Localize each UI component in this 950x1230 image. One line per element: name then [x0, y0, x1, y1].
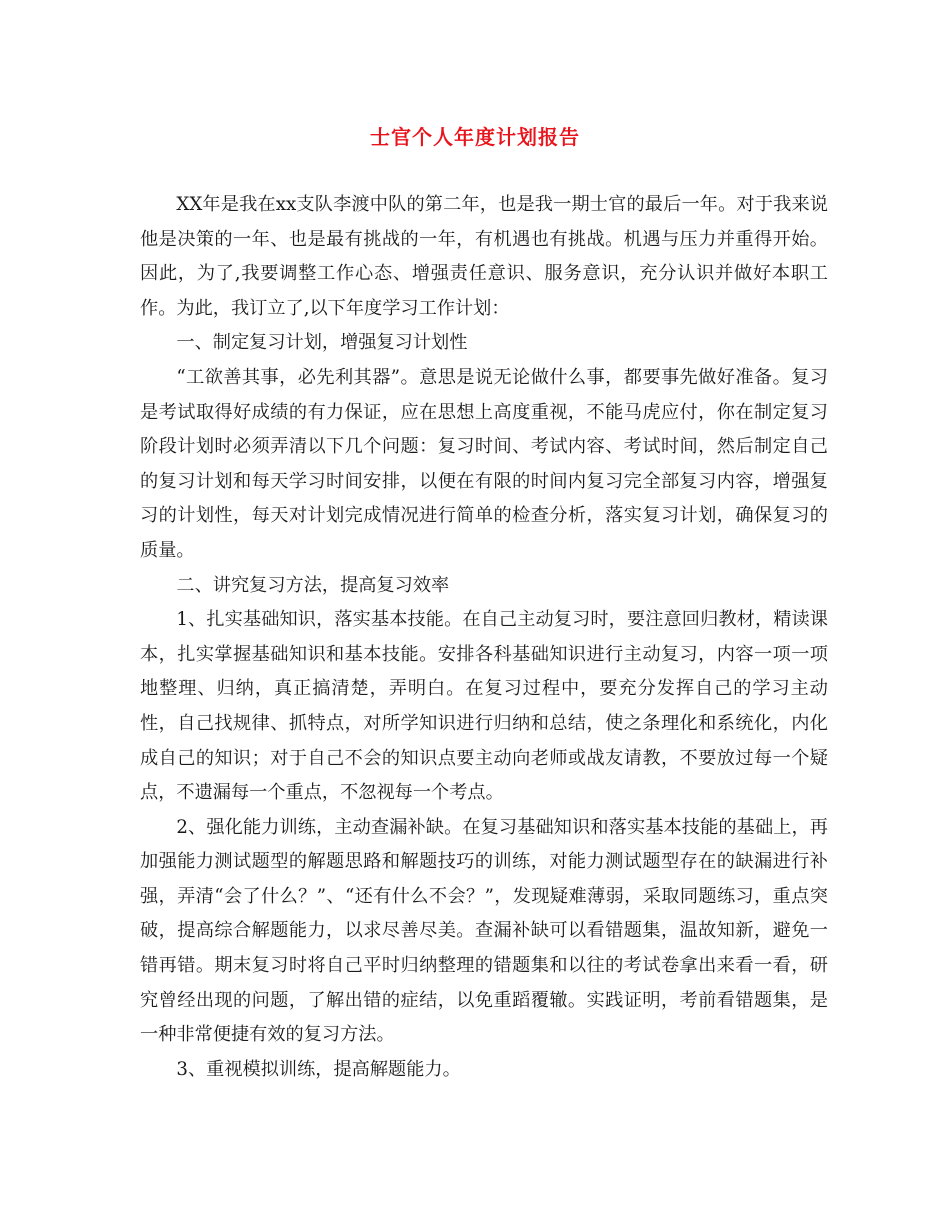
- item-1-paragraph: 1、扎实基础知识，落实基本技能。在自己主动复习时，要注意回归教材，精读课本，扎实掌握基础知识和基本技能。安排各科基础知识进行主动复习，内容一项一项地整理、归纳，真正搞清楚，弄明白。在复习过程中，要充分发挥自己的学习主动性，自己找规律、抓特点，对所学知识进行归纳和总结，使之条理化和系统化，内化成自己的知识；对于自己不会的知识点要主动向老师或战友请教，不要放过每一个疑点，不遗漏每一个重点，不忽视每一个考点。: [140, 609, 828, 804]
- section-heading-2: 二、讲究复习方法，提高复习效率: [176, 574, 450, 596]
- section-1-paragraph: “工欲善其事，必先利其器”。意思是说无论做什么事，都要事先做好准备。复习是考试取得好成绩的有力保证，应在思想上高度重视，不能马虎应付，你在制定复习阶段计划时必须弄清以下几个问题：复习时间、考试内容、考试时间，然后制定自己的复习计划和每天学习时间安排，以便在有限的时间内复习完全部复习内容，增强复习的计划性，每天对计划完成情况进行简单的检查分析，落实复习计划，确保复习的质量。: [140, 366, 828, 561]
- item-3-paragraph: 3、重视模拟训练，提高解题能力。: [176, 1058, 461, 1080]
- intro-paragraph: XX年是我在xx支队李渡中队的第二年，也是我一期士官的最后一年。对于我来说他是决策的一年、也是最有挑战的一年，有机遇也有挑战。机遇与压力并重得开始。因此，为了,我要调整工作心态、增强责任意识、服务意识，充分认识并做好本职工作。为此，我订立了,以下年度学习工作计划：: [140, 194, 828, 319]
- document-body: [140, 188, 828, 1087]
- document-title: 士官个人年度计划报告: [370, 125, 580, 149]
- item-2-paragraph: 2、强化能力训练，主动查漏补缺。在复习基础知识和落实基本技能的基础上，再加强能力测试题型的解题思路和解题技巧的训练，对能力测试题型存在的缺漏进行补强，弄清“会了什么？”、“还有什么不会？”，发现疑难薄弱，采取同题练习，重点突破，提高综合解题能力，以求尽善尽美。查漏补缺可以看错题集，温故知新，避免一错再错。期末复习时将自己平时归纳整理的错题集和以往的考试卷拿出来看一看，研究曾经出现的问题，了解出错的症结，以免重蹈覆辙。实践证明，考前看错题集，是一种非常便捷有效的复习方法。: [140, 816, 828, 1046]
- section-heading-1: 一、制定复习计划，增强复习计划性: [176, 332, 468, 354]
